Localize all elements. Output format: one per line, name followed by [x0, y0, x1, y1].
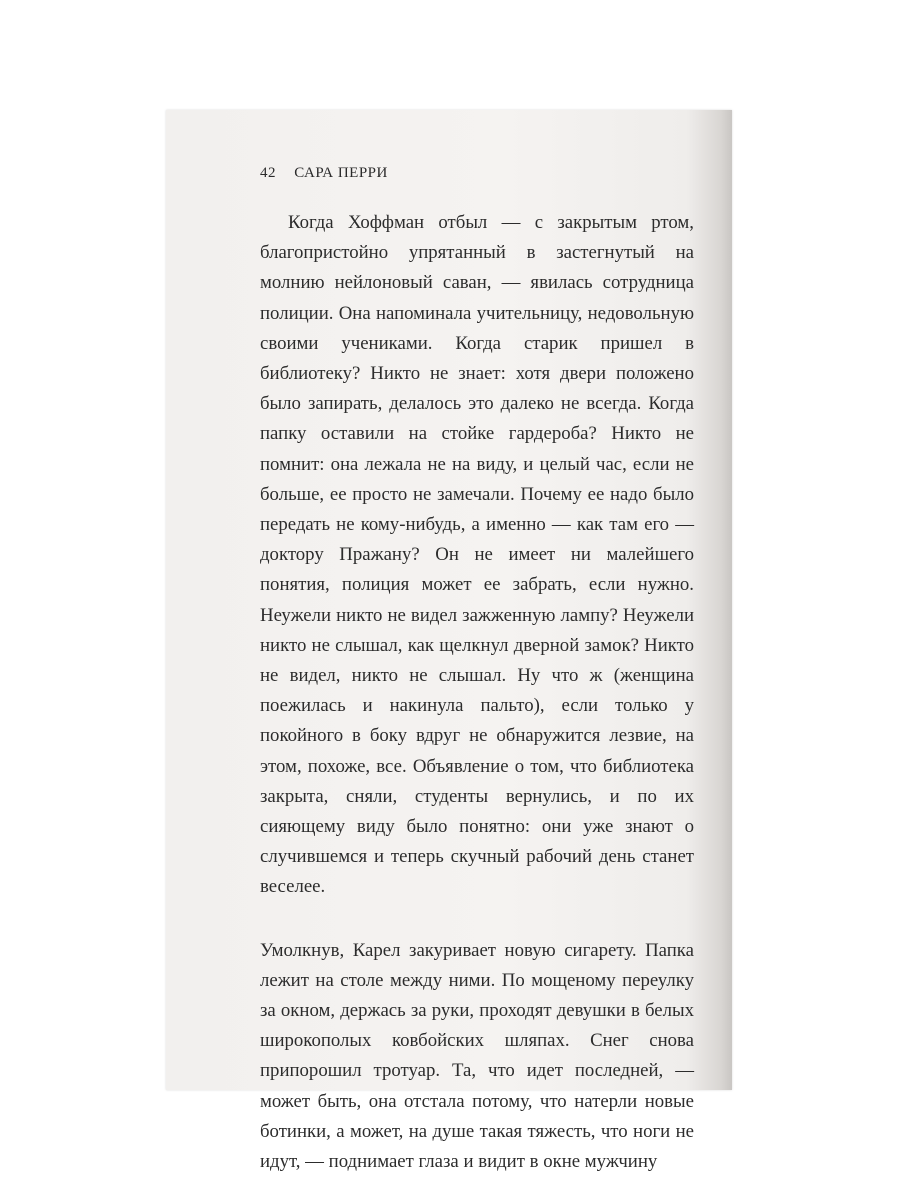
page-number: 42 — [260, 165, 276, 181]
book-page — [166, 110, 732, 1173]
paragraph-1: Когда Хоффман отбыл — с закрытым ртом, благопристойно упрятанный в застегнутый на молнию нейлоновый саван, — явилась сотрудница полиции. Она напоминала учительницу, недовольную своими учениками. Когда старик пришел в библиотеку? Никто не знает: хотя двери положено было запирать, делалось это далеко не всегда. Когда папку оставили на стойке гардероба? Никто не помнит: она лежала не на виду, и целый час, если не больше, ее просто не замечали. Почему ее надо было передать не кому-нибудь, а именно — как там его — доктору Пражану? Он не имеет ни малейшего понятия, полиция может ее забрать, если нужно. Неужели никто не видел зажженную лампу? Неужели никто не слышал, как щелкнул дверной замок? Никто не видел, никто не слышал. Ну что ж (женщина поежилась и накинула пальто), если только у покойного в боку вдруг не обнаружится лезвие, на этом, похоже, все. Объявление о том, что библиотека закрыта, сняли, студенты вернулись, и по их сияющему виду было понятно: они уже знают о случившемся и теперь скучный рабочий день станет веселее. — [260, 212, 694, 898]
author-name: САРА ПЕРРИ — [294, 165, 388, 181]
paragraph-2: Умолкнув, Карел закуривает новую сигарету. Папка лежит на столе между ними. По мощеному переулку за окном, держась за руки, проходят девушки в белых широкополых ковбойских шляпах. Снег снова припорошил тротуар. Та, что идет последней, — может быть, она отстала потому, что натерли новые ботинки, а может, на душе такая тяжесть, что ноги не идут, — поднимает глаза и видит в окне мужчину — [260, 939, 694, 1173]
body-text — [260, 208, 694, 1177]
running-header — [260, 165, 388, 182]
